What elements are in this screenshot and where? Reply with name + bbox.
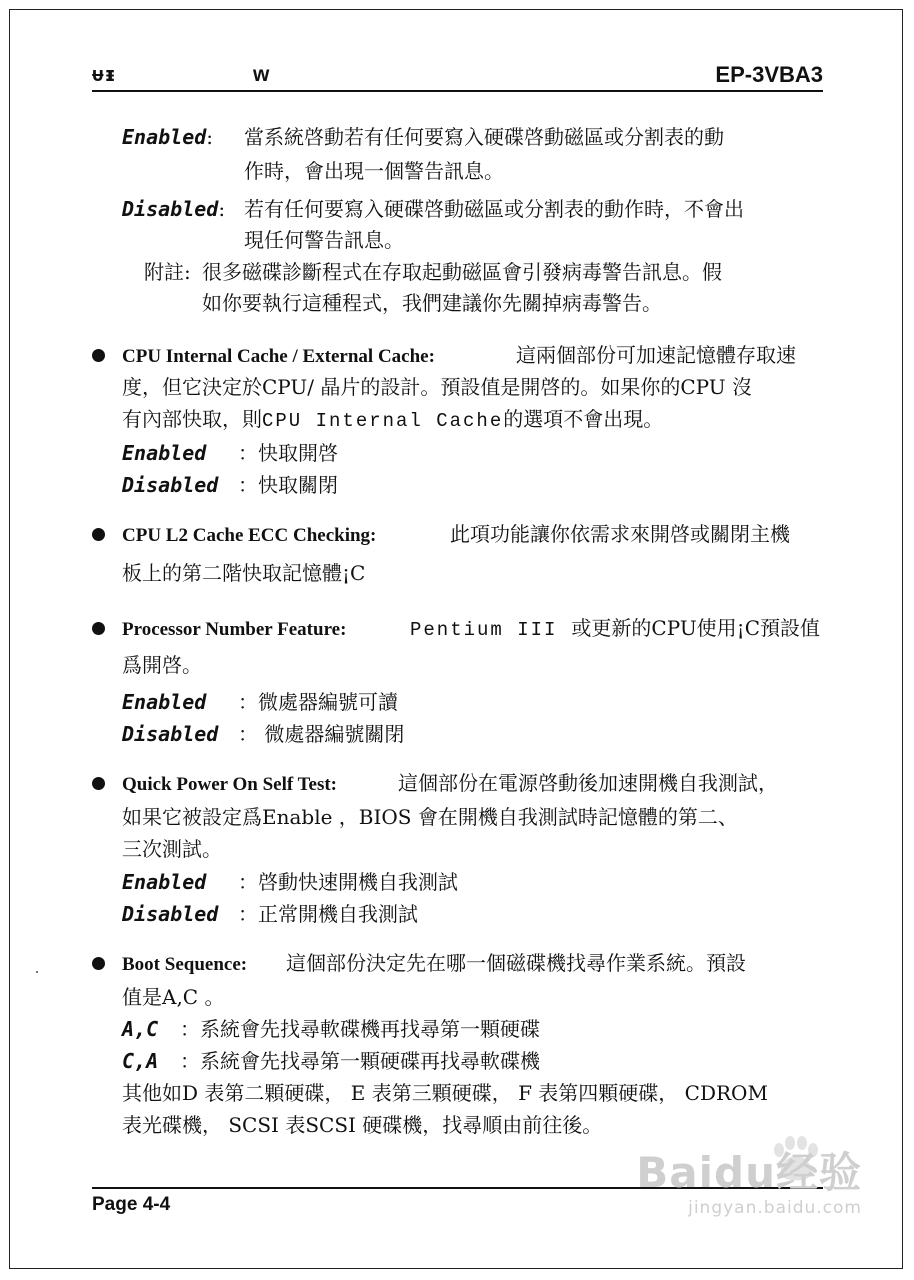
section-title: CPU L2 Cache ECC Checking: [122, 525, 377, 546]
bullet-icon [92, 349, 105, 362]
section-text: 此項功能讓你依需求來開啓或關閉主機 [450, 522, 790, 546]
option-label: Disabled [122, 473, 219, 497]
option-description: ：正常開機自我測試 [238, 902, 418, 926]
option-description-cont: 作時，會出現一個警告訊息。 [244, 159, 504, 183]
option-description: ：快取開啓 [238, 441, 338, 465]
note-label: 附註: [144, 260, 191, 284]
section-text: 其他如D 表第二顆硬碟， E 表第三顆硬碟， F 表第四顆硬碟， CDROM [122, 1081, 768, 1105]
header-rule [92, 90, 823, 92]
page-number: Page 4-4 [92, 1194, 171, 1215]
section-text: 值是A,C 。 [122, 985, 225, 1009]
watermark-brand: Baidu经验 [636, 1148, 862, 1197]
option-description-cont: 現任何警告訊息。 [244, 228, 404, 252]
section-text: 度，但它決定於CPU/ 晶片的設計。預設值是開啓的。如果你的CPU 沒 [122, 375, 752, 399]
bullet-icon [92, 957, 105, 970]
section-text: 三次測試。 [122, 837, 222, 861]
section-text: 這個部份在電源啓動後加速開機自我測試， [398, 771, 778, 795]
option-description: ：啓動快速開機自我測試 [238, 870, 458, 894]
model-name: EP-3VBA3 [715, 62, 823, 87]
watermark [636, 1140, 862, 1218]
section-text: 有內部快取，則 [122, 407, 262, 431]
option-description: 若有任何要寫入硬碟啓動磁區或分割表的動作時，不會出 [244, 197, 744, 221]
option-enabled-row [122, 124, 213, 150]
cpu-name-mono: Pentium III [410, 619, 558, 641]
cpu-cache-heading-row [122, 342, 435, 370]
option-label: Enabled [122, 441, 207, 465]
bullet-icon [92, 622, 105, 635]
option-description: ：快取關閉 [238, 473, 338, 497]
option-label: Enabled [122, 690, 207, 714]
option-description: ： 微處器編號關閉 [238, 722, 405, 746]
scan-speck [36, 971, 38, 973]
section-text: 表光碟機， SCSI 表SCSI 硬碟機，找尋順由前往後。 [122, 1113, 603, 1137]
option-label: Disabled [122, 722, 219, 746]
section-text: 的選項不會出現。 [503, 407, 664, 431]
watermark-url: jingyan.baidu.com [688, 1198, 862, 1218]
section-text: 這兩個部份可加速記憶體存取速 [516, 343, 796, 367]
bullet-icon [92, 528, 105, 541]
option-description: ：系統會先找尋第一顆硬碟再找尋軟碟機 [180, 1049, 540, 1073]
option-name-mono: CPU Internal Cache [262, 410, 504, 432]
note-text-cont: 如你要執行這種程式，我們建議你先關掉病毒警告。 [202, 291, 662, 315]
section-title: Boot Sequence: [122, 954, 248, 975]
section-title: Quick Power On Self Test: [122, 774, 337, 795]
section-text: 爲開啓。 [122, 653, 202, 677]
option-disabled-row [122, 196, 225, 222]
section-title: Processor Number Feature: [122, 619, 347, 640]
option-label: C,A [122, 1049, 159, 1073]
section-text-row [410, 615, 820, 643]
bullet-icon [92, 777, 105, 790]
option-description: ：微處器編號可讀 [238, 690, 398, 714]
option-label: Disabled [122, 197, 219, 221]
option-label: A,C [122, 1017, 159, 1041]
note-text: 很多磁碟診斷程式在存取起動磁區會引發病毒警告訊息。假 [202, 260, 722, 284]
option-colon: : [206, 125, 214, 149]
section-title: CPU Internal Cache / External Cache: [122, 346, 435, 367]
section-text: 或更新的CPU使用¡C預設值 [571, 616, 821, 640]
option-description: 當系統啓動若有任何要寫入硬碟啓動磁區或分割表的動 [244, 125, 724, 149]
header-letter: w [253, 63, 270, 86]
section-text-row [122, 406, 663, 434]
option-label: Enabled [122, 870, 207, 894]
option-description: ：系統會先找尋軟碟機再找尋第一顆硬碟 [180, 1017, 540, 1041]
section-text: 板上的第二階快取記憶體¡C [122, 561, 366, 585]
section-text: 這個部份決定先在哪一個磁碟機找尋作業系統。預設 [286, 951, 746, 975]
option-label: Disabled [122, 902, 219, 926]
manufacturer-logo: ᵾᵻ [92, 62, 117, 86]
section-text: 如果它被設定爲Enable ，BIOS 會在開機自我測試時記憶體的第二、 [122, 805, 738, 829]
option-colon: : [218, 197, 226, 221]
option-label: Enabled [122, 125, 207, 149]
